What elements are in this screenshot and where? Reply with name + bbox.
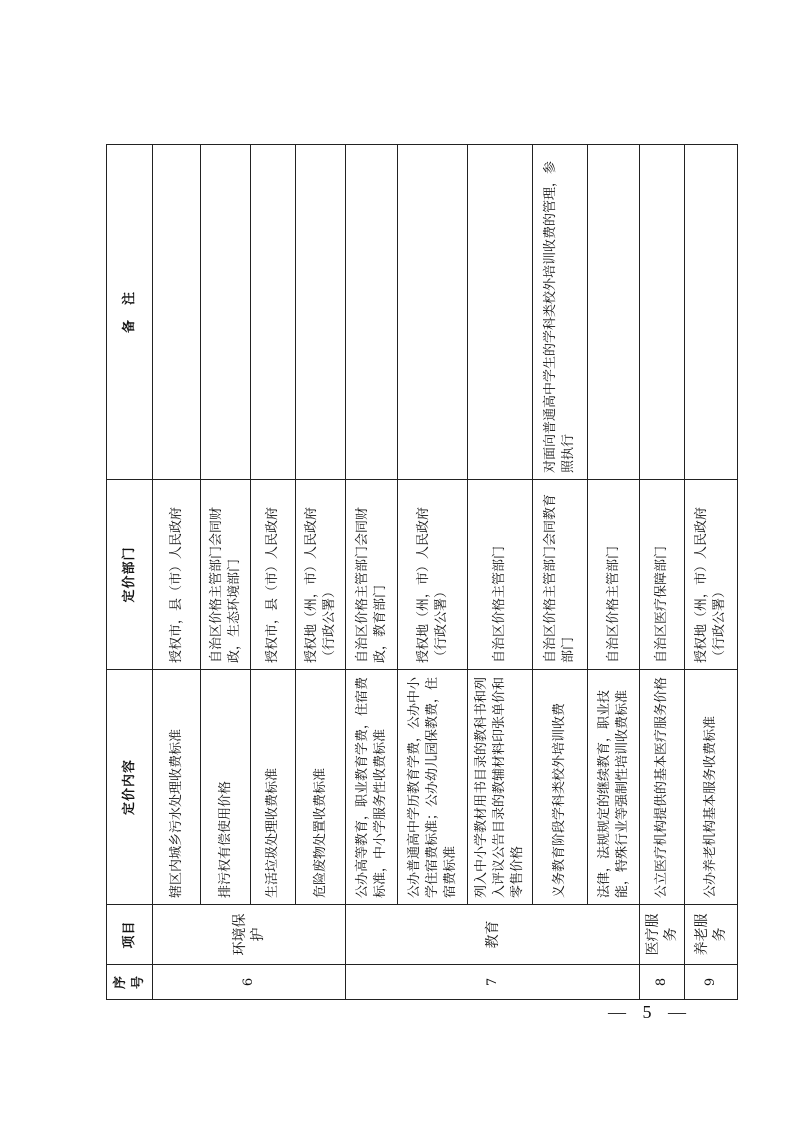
page-number: — 5 — xyxy=(608,1002,692,1022)
dept-cell: 自治区价格主管部门会同财政，生态环境部门 xyxy=(201,480,251,670)
row-number: 9 xyxy=(685,965,738,1000)
remark-cell xyxy=(468,145,533,480)
remark-cell xyxy=(201,145,251,480)
remark-cell xyxy=(398,145,468,480)
dept-cell: 授权地（州，市）人民政府（行政公署） xyxy=(398,480,468,670)
remark-cell: 对面向普通高中学生的学科类校外培训收费的管理，参照执行 xyxy=(533,145,588,480)
remark-cell xyxy=(296,145,346,480)
header-remark: 备 注 xyxy=(107,145,153,480)
table-row xyxy=(153,145,201,1000)
table-row xyxy=(346,145,398,1000)
content-cell: 生活垃圾处理收费标准 xyxy=(251,670,296,905)
content-cell: 义务教育阶段学科类校外培训收费 xyxy=(533,670,588,905)
remark-cell xyxy=(153,145,201,480)
remark-cell xyxy=(588,145,640,480)
category-cell: 教育 xyxy=(346,905,640,965)
row-number: 7 xyxy=(346,965,640,1000)
category-cell: 医疗服务 xyxy=(640,905,685,965)
table-row xyxy=(201,145,251,1000)
table-row xyxy=(398,145,468,1000)
dept-cell: 自治区价格主管部门 xyxy=(468,480,533,670)
dept-cell: 授权市，县（市）人民政府 xyxy=(251,480,296,670)
table-row xyxy=(588,145,640,1000)
dept-cell: 自治区价格主管部门 xyxy=(588,480,640,670)
table-header-row xyxy=(107,145,153,1000)
content-cell: 辖区内城乡污水处理收费标准 xyxy=(153,670,201,905)
remark-cell xyxy=(346,145,398,480)
table-row xyxy=(533,145,588,1000)
content-cell: 公办养老机构基本服务收费标准 xyxy=(685,670,738,905)
dept-cell: 自治区价格主管部门会同教育部门 xyxy=(533,480,588,670)
header-item: 项目 xyxy=(107,905,153,965)
dept-cell: 授权地（州，市）人民政府（行政公署） xyxy=(685,480,738,670)
table-row xyxy=(640,145,685,1000)
header-no: 序号 xyxy=(107,965,153,1000)
row-number: 8 xyxy=(640,965,685,1000)
table-row xyxy=(468,145,533,1000)
dept-cell: 授权市，县（市）人民政府 xyxy=(153,480,201,670)
remark-cell xyxy=(251,145,296,480)
row-number: 6 xyxy=(153,965,346,1000)
content-cell: 危险废物处置收费标准 xyxy=(296,670,346,905)
content-cell: 法律，法规规定的继续教育，职业技能，特殊行业等强制性培训收费标准 xyxy=(588,670,640,905)
rotated-page xyxy=(106,145,728,1000)
remark-cell xyxy=(640,145,685,480)
category-cell: 环境保护 xyxy=(153,905,346,965)
content-cell: 公办高等教育，职业教育学费，住宿费标准，中小学服务性收费标准 xyxy=(346,670,398,905)
dept-cell: 自治区医疗保障部门 xyxy=(640,480,685,670)
content-cell: 列入中小学教材用书目录的教科书和列入评议公告目录的教辅材料印张单价和零售价格 xyxy=(468,670,533,905)
table-row xyxy=(251,145,296,1000)
pricing-table xyxy=(106,144,738,1000)
content-cell: 排污权有偿使用价格 xyxy=(201,670,251,905)
table-row xyxy=(296,145,346,1000)
dept-cell: 自治区价格主管部门会同财政，教育部门 xyxy=(346,480,398,670)
header-content: 定价内容 xyxy=(107,670,153,905)
category-cell: 养老服务 xyxy=(685,905,738,965)
header-dept: 定价部门 xyxy=(107,480,153,670)
remark-cell xyxy=(685,145,738,480)
dept-cell: 授权地（州，市）人民政府（行政公署） xyxy=(296,480,346,670)
table-row xyxy=(685,145,738,1000)
content-cell: 公办普通高中学历教育学费，公办中小学住宿费标准；公办幼儿园保教费，住宿费标准 xyxy=(398,670,468,905)
content-cell: 公立医疗机构提供的基本医疗服务价格 xyxy=(640,670,685,905)
